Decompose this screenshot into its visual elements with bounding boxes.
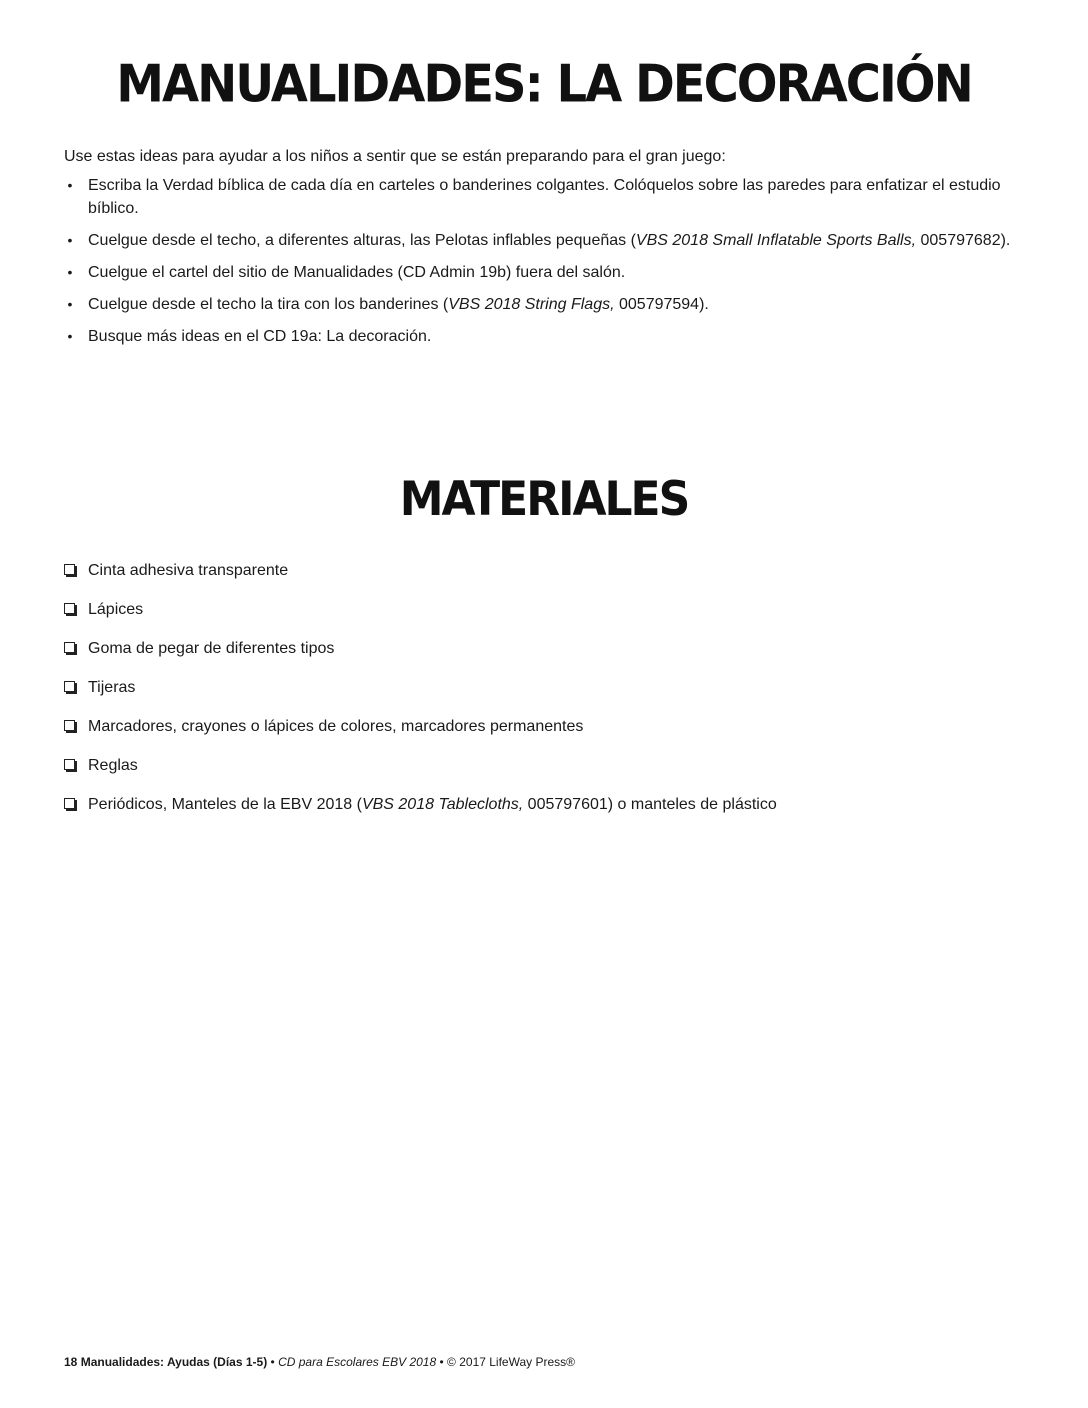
list-item <box>64 325 1024 348</box>
checkbox-icon <box>64 759 75 770</box>
page-number: 18 <box>64 1355 78 1369</box>
bullet-icon: • <box>67 232 73 248</box>
product-name: VBS 2018 Small Inflatable Sports Balls, <box>635 232 917 249</box>
list-item-text: Cuelgue desde el techo, a diferentes alturas, las Pelotas inflables pequeñas ( <box>88 232 636 249</box>
checkbox-icon <box>64 642 75 653</box>
checklist-item <box>64 598 1024 621</box>
decoration-ideas-list <box>64 174 1024 357</box>
checklist-item-text: Marcadores, crayones o lápices de colores, marcadores permanentes <box>88 718 584 735</box>
list-item <box>64 174 1024 220</box>
list-item <box>64 261 1024 284</box>
bullet-icon: • <box>67 296 73 312</box>
checklist-item-text: Goma de pegar de diferentes tipos <box>88 640 335 657</box>
checkbox-icon <box>64 603 75 614</box>
checklist-item-text: Reglas <box>88 757 138 774</box>
checklist-item-text: 005797601) o manteles de plástico <box>523 796 777 813</box>
checklist-item <box>64 637 1024 660</box>
footer-copyright: © 2017 LifeWay Press® <box>447 1355 576 1369</box>
footer-product: CD para Escolares EBV 2018 <box>278 1355 437 1369</box>
checkbox-icon <box>64 720 75 731</box>
materials-checklist <box>64 559 1024 832</box>
checklist-item-text: Cinta adhesiva transparente <box>88 562 289 579</box>
list-item-text: 005797594). <box>614 296 709 313</box>
checkbox-icon <box>64 798 75 809</box>
list-item-text: Cuelgue el cartel del sitio de Manualidades (CD Admin 19b) fuera del salón. <box>88 264 626 281</box>
intro-paragraph: Use estas ideas para ayudar a los niños a sentir que se están preparando para el gran juego: <box>64 148 726 165</box>
footer-separator: • <box>436 1355 448 1369</box>
checkbox-icon <box>64 681 75 692</box>
list-item-text: Escriba la Verdad bíblica de cada día en carteles o banderines colgantes. Colóquelos sobre las paredes para enfatizar el estudio bíblico. <box>88 177 1001 217</box>
checklist-item <box>64 754 1024 777</box>
footer-separator: • <box>267 1355 279 1369</box>
list-item-text: 005797682). <box>916 232 1011 249</box>
bullet-icon: • <box>67 177 73 193</box>
checklist-item-text: Periódicos, Manteles de la EBV 2018 ( <box>88 796 362 813</box>
list-item-text: Busque más ideas en el CD 19a: La decoración. <box>88 328 432 345</box>
checklist-item-text: Tijeras <box>88 679 136 696</box>
checklist-item-text: Lápices <box>88 601 144 618</box>
checklist-item <box>64 793 1024 816</box>
bullet-icon: • <box>67 264 73 280</box>
checklist-item <box>64 559 1024 582</box>
materials-title: MATERIALES <box>399 471 689 527</box>
checklist-item <box>64 676 1024 699</box>
footer-section: Manualidades: Ayudas (Días 1-5) <box>80 1355 268 1369</box>
product-name: VBS 2018 String Flags, <box>448 296 615 313</box>
checklist-item <box>64 715 1024 738</box>
page-title: MANUALIDADES: LA DECORACIÓN <box>116 53 972 115</box>
bullet-icon: • <box>67 328 73 344</box>
checkbox-icon <box>64 564 75 575</box>
list-item-text: Cuelgue desde el techo la tira con los banderines ( <box>88 296 449 313</box>
page-footer <box>64 1354 575 1370</box>
list-item <box>64 293 1024 316</box>
product-name: VBS 2018 Tablecloths, <box>361 796 524 813</box>
list-item <box>64 229 1024 252</box>
